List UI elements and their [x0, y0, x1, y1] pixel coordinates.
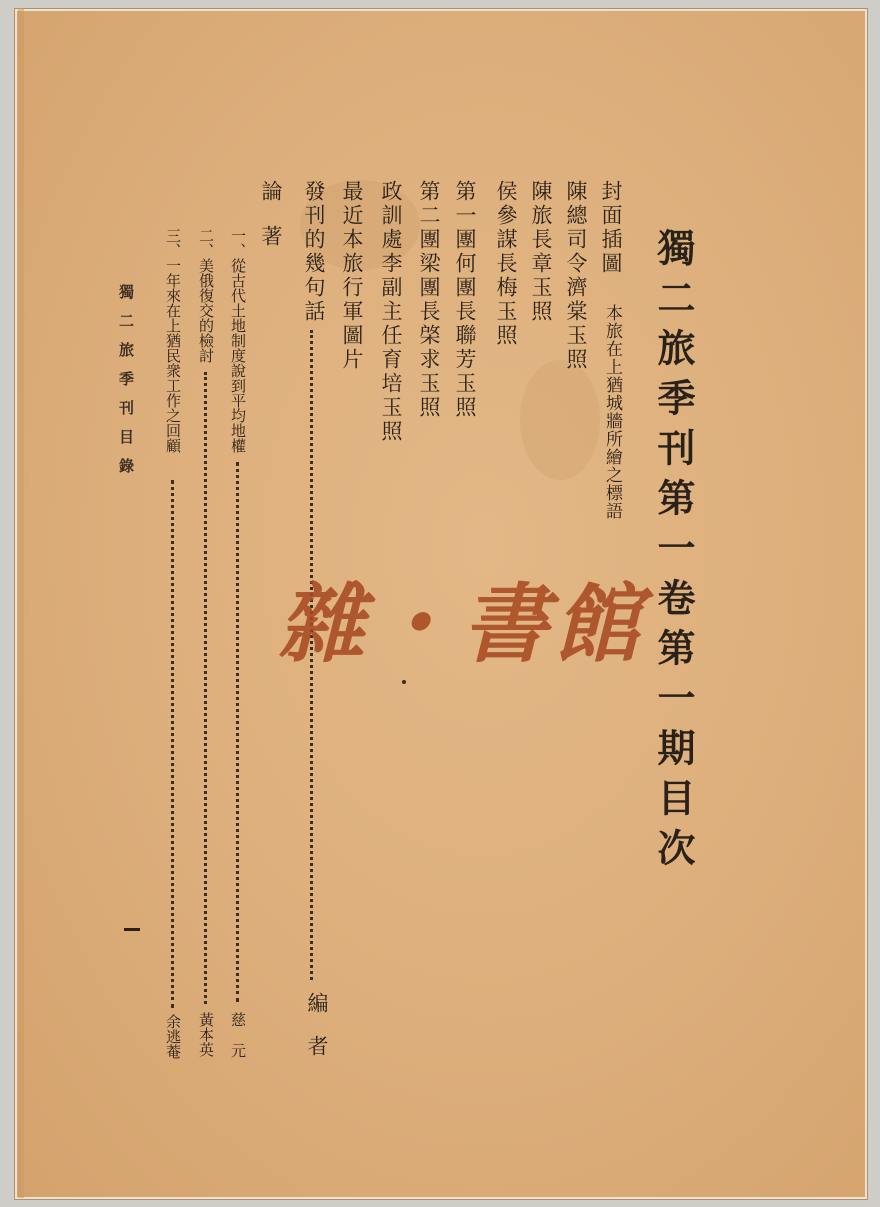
toc-item-photos: 最近本旅行軍圖片 — [340, 180, 364, 372]
article-author: 余逃菴 — [164, 1014, 182, 1059]
toc-item-cover: 封面插圖 — [599, 180, 623, 276]
article-title: 二、美俄復交的檢討 — [197, 228, 215, 363]
toc-item-cover-note: 本旅在上猶城牆所繪之標語 — [602, 304, 622, 520]
toc-item-portrait: 第二團梁團長棨求玉照 — [417, 180, 441, 420]
toc-item-portrait: 陳旅長章玉照 — [529, 180, 553, 324]
article-author: 黃本英 — [197, 1012, 215, 1057]
running-footer: 獨二旅季刊目錄 — [117, 284, 135, 487]
toc-title: 獨二旅季刊第一卷第一期目次 — [651, 228, 696, 878]
paper-stain — [520, 360, 600, 480]
article-author: 慈元 — [229, 1012, 247, 1074]
ink-speck — [402, 680, 406, 684]
article-title: 一、從古代土地制度說到平均地權 — [229, 228, 247, 453]
toc-item-portrait: 侯參謀長梅玉照 — [494, 180, 518, 348]
toc-item-foreword: 發刊的幾句話 — [302, 180, 326, 324]
toc-item-author: 編者 — [305, 992, 329, 1078]
leader-dots — [204, 372, 207, 1004]
section-heading: 論著 — [259, 180, 283, 270]
leader-dots — [236, 462, 239, 1002]
page-number — [124, 928, 140, 931]
watermark-stamp: 雜・書館 — [278, 574, 646, 675]
toc-item-portrait: 政訓處李副主任育培玉照 — [379, 180, 403, 444]
page-edge — [18, 8, 24, 1198]
toc-item-portrait: 第一團何團長聯芳玉照 — [453, 180, 477, 420]
leader-dots — [171, 480, 174, 1008]
toc-item-portrait: 陳總司令濟棠玉照 — [564, 180, 588, 372]
article-title: 三、一年來在上猶民衆工作之回顧 — [164, 228, 182, 453]
